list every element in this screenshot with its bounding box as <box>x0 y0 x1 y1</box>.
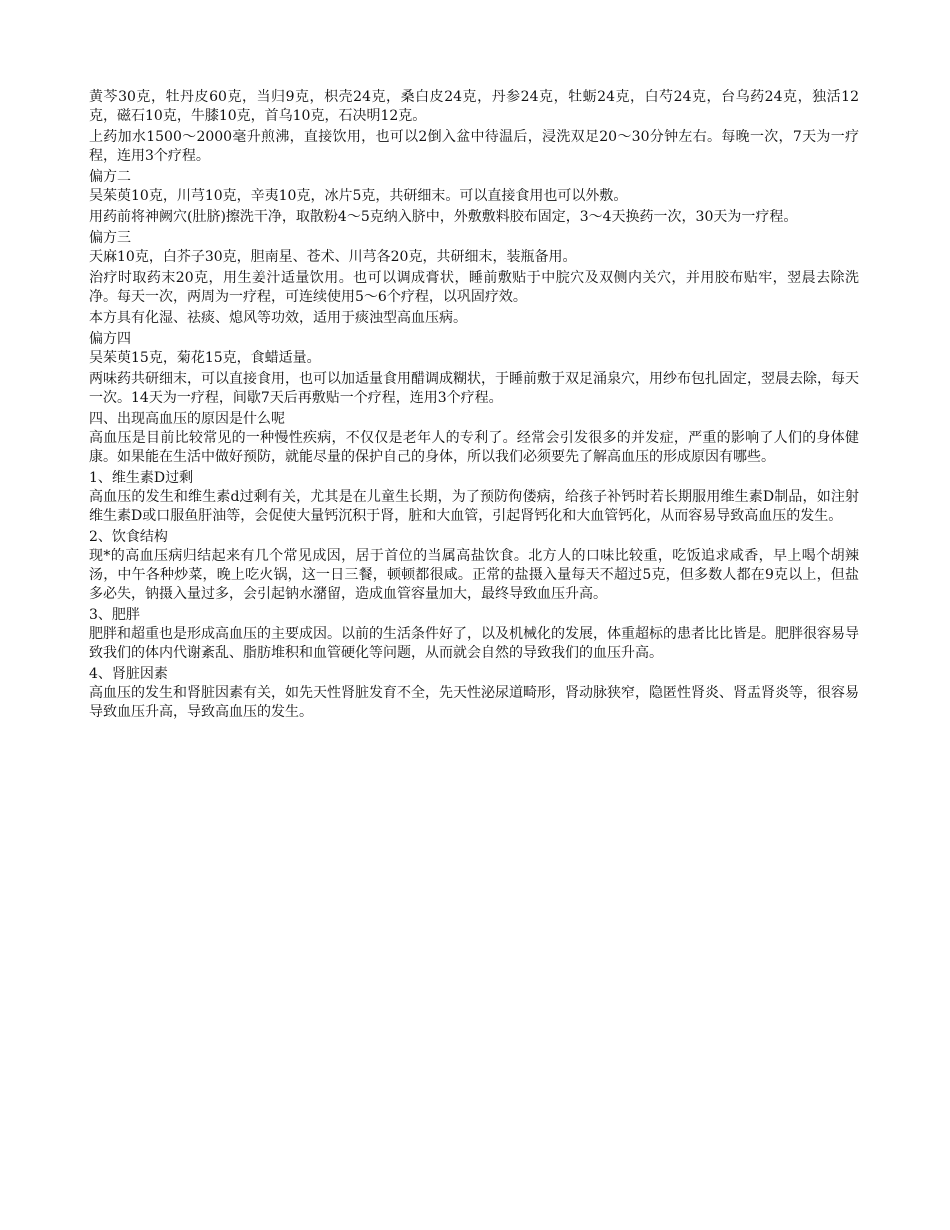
paragraph-remedy-4-usage: 两味药共研细末，可以直接食用，也可以加适量食用醋调成糊状，于睡前敷于双足涌泉穴，用纱布包扎固定，翌晨去除，每天一次。14天为一疗程，间歇7天后再敷贴一个疗程，连用3个疗程。 <box>89 371 859 406</box>
paragraph-decoction-usage: 上药加水1500～2000毫升煎沸，直接饮用，也可以2倒入盆中待温后，浸洗双足20～30分钟左右。每晚一次，7天为一疗程，连用3个疗程。 <box>89 129 859 164</box>
document-body <box>89 88 859 724</box>
paragraph-herb-list: 黄芩30克，牡丹皮60克，当归9克，枳壳24克，桑白皮24克，丹参24克，牡蛎24克，白芍24克，台乌药24克，独活12克，磁石10克，牛膝10克，首乌10克，石决明12克。 <box>89 89 859 124</box>
paragraph-obesity: 肥胖和超重也是形成高血压的主要成因。以前的生活条件好了，以及机械化的发展，体重超标的患者比比皆是。肥胖很容易导致我们的体内代谢紊乱、脂肪堆积和血管硬化等问题，从而就会自然的导致我们的血压升高。 <box>89 626 859 661</box>
paragraph-kidney: 高血压的发生和肾脏因素有关，如先天性肾脏发育不全，先天性泌尿道畸形，肾动脉狭窄，隐匿性肾炎、肾盂肾炎等，很容易导致血压升高，导致高血压的发生。 <box>89 685 859 720</box>
paragraph-causes-intro: 高血压是目前比较常见的一种慢性疾病，不仅仅是老年人的专利了。经常会引发很多的并发症，严重的影响了人们的身体健康。如果能在生活中做好预防，就能尽量的保护自己的身体，所以我们必须要先了解高血压的形成原因有哪些。 <box>89 430 859 465</box>
heading-remedy-3: 偏方三 <box>89 230 131 246</box>
heading-vitamin-d: 1、维生素D过剩 <box>89 470 194 486</box>
paragraph-remedy-3-usage: 治疗时取药末20克，用生姜汁适量饮用。也可以调成膏状，睡前敷贴于中脘穴及双侧内关穴，并用胶布贴牢，翌晨去除洗净。每天一次，两周为一疗程，可连续使用5～6个疗程，以巩固疗效。 <box>89 270 859 305</box>
heading-obesity: 3、肥胖 <box>89 607 140 623</box>
paragraph-remedy-2-ingredients: 吴茱萸10克，川芎10克，辛夷10克，冰片5克，共研细末。可以直接食用也可以外敷。 <box>89 188 628 204</box>
paragraph-diet: 现*的高血压病归结起来有几个常见成因，居于首位的当属高盐饮食。北方人的口味比较重，吃饭追求咸香，早上喝个胡辣汤，中午各种炒菜，晚上吃火锅，这一日三餐，顿顿都很咸。正常的盐摄入量每天不超过5克，但多数人都在9克以上，但盐多必失，钠摄入量过多，会引起钠水潴留，造成血管容量加大，最终导致血压升高。 <box>89 548 859 602</box>
paragraph-remedy-2-usage: 用药前将神阙穴(肚脐)擦洗干净，取散粉4～5克纳入脐中，外敷敷料胶布固定，3～4天换药一次，30天为一疗程。 <box>89 209 798 225</box>
paragraph-remedy-3-ingredients: 天麻10克，白芥子30克，胆南星、苍术、川芎各20克，共研细末，装瓶备用。 <box>89 249 577 265</box>
heading-remedy-4: 偏方四 <box>89 331 131 347</box>
heading-kidney: 4、肾脏因素 <box>89 666 168 682</box>
heading-remedy-2: 偏方二 <box>89 169 131 185</box>
paragraph-remedy-3-effect: 本方具有化湿、祛痰、熄风等功效，适用于痰浊型高血压病。 <box>89 310 467 326</box>
heading-diet: 2、饮食结构 <box>89 529 168 545</box>
paragraph-remedy-4-ingredients: 吴茱萸15克，菊花15克，食蜡适量。 <box>89 350 321 366</box>
paragraph-vitamin-d: 高血压的发生和维生素d过剩有关，尤其是在儿童生长期，为了预防佝偻病，给孩子补钙时若长期服用维生素D制品，如注射维生素D或口服鱼肝油等，会促使大量钙沉积于肾，脏和大血管，引起肾钙化和大血管钙化，从而容易导致高血压的发生。 <box>89 489 859 524</box>
heading-causes: 四、出现高血压的原因是什么呢 <box>89 411 285 427</box>
